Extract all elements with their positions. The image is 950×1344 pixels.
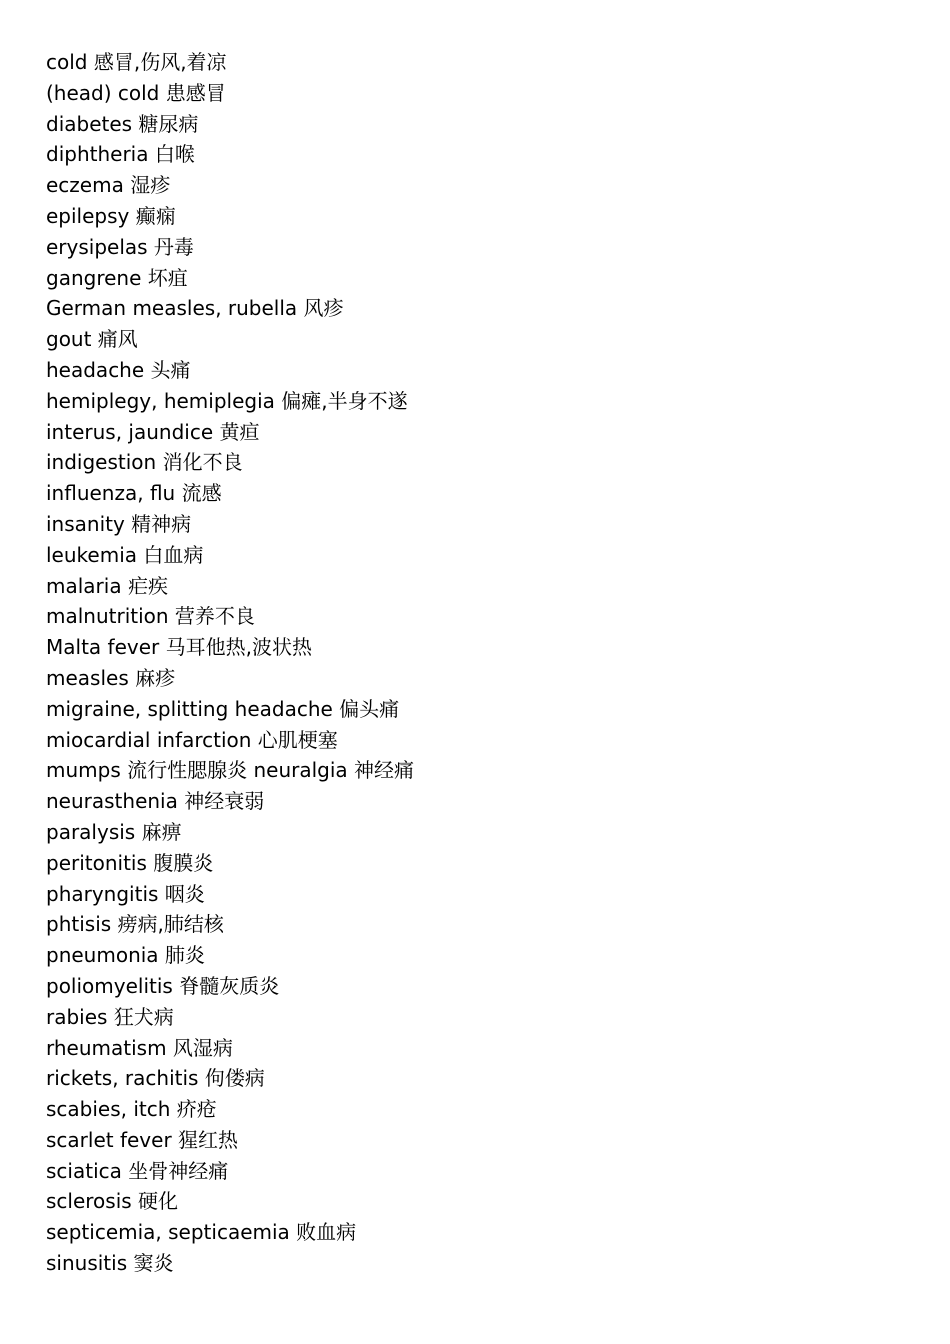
glossary-entry: rickets, rachitis 佝偻病: [46, 1066, 265, 1091]
glossary-entry: hemiplegy, hemiplegia 偏瘫,半身不遂: [46, 388, 408, 413]
glossary-entry: interus, jaundice 黄疸: [46, 419, 260, 444]
glossary-entry: poliomyelitis 脊髓灰质炎: [46, 973, 280, 998]
glossary-entry: septicemia, septicaemia 败血病: [46, 1220, 357, 1245]
glossary-entry: rabies 狂犬病: [46, 1004, 174, 1029]
glossary-entry: (head) cold 患感冒: [46, 80, 226, 105]
glossary-list: [46, 47, 906, 1279]
glossary-entry: miocardial infarction 心肌梗塞: [46, 727, 338, 752]
glossary-entry: sciatica 坐骨神经痛: [46, 1158, 229, 1183]
glossary-entry: sinusitis 窦炎: [46, 1251, 174, 1276]
glossary-entry: malnutrition 营养不良: [46, 604, 255, 629]
glossary-entry: measles 麻疹: [46, 665, 176, 690]
glossary-entry: German measles, rubella 风疹: [46, 296, 344, 321]
glossary-entry: sclerosis 硬化: [46, 1189, 179, 1214]
glossary-entry: indigestion 消化不良: [46, 450, 243, 475]
glossary-entry: paralysis 麻痹: [46, 819, 182, 844]
glossary-entry: neurasthenia 神经衰弱: [46, 789, 265, 814]
glossary-entry: diphtheria 白喉: [46, 142, 195, 167]
glossary-entry: mumps 流行性腮腺炎 neuralgia 神经痛: [46, 758, 415, 783]
glossary-entry: rheumatism 风湿病: [46, 1035, 233, 1060]
glossary-entry: epilepsy 癫痫: [46, 203, 176, 228]
glossary-entry: pharyngitis 咽炎: [46, 881, 205, 906]
glossary-entry: erysipelas 丹毒: [46, 234, 194, 259]
glossary-entry: pneumonia 肺炎: [46, 943, 205, 968]
glossary-entry: gout 痛风: [46, 327, 138, 352]
glossary-entry: peritonitis 腹膜炎: [46, 850, 214, 875]
glossary-entry: gangrene 坏疽: [46, 265, 188, 290]
glossary-entry: phtisis 痨病,肺结核: [46, 912, 224, 937]
glossary-entry: cold 感冒,伤风,着凉: [46, 50, 227, 74]
glossary-entry: scabies, itch 疥疮: [46, 1097, 217, 1122]
glossary-entry: headache 头痛: [46, 357, 191, 382]
glossary-entry: eczema 湿疹: [46, 173, 171, 198]
glossary-entry: migraine, splitting headache 偏头痛: [46, 696, 400, 721]
glossary-entry: Malta fever 马耳他热,波状热: [46, 635, 312, 660]
glossary-entry: scarlet fever 猩红热: [46, 1127, 239, 1152]
glossary-entry: diabetes 糖尿病: [46, 111, 199, 136]
glossary-entry: leukemia 白血病: [46, 542, 204, 567]
glossary-entry: influenza, flu 流感: [46, 481, 222, 506]
glossary-entry: malaria 疟疾: [46, 573, 168, 598]
glossary-entry: insanity 精神病: [46, 511, 192, 536]
